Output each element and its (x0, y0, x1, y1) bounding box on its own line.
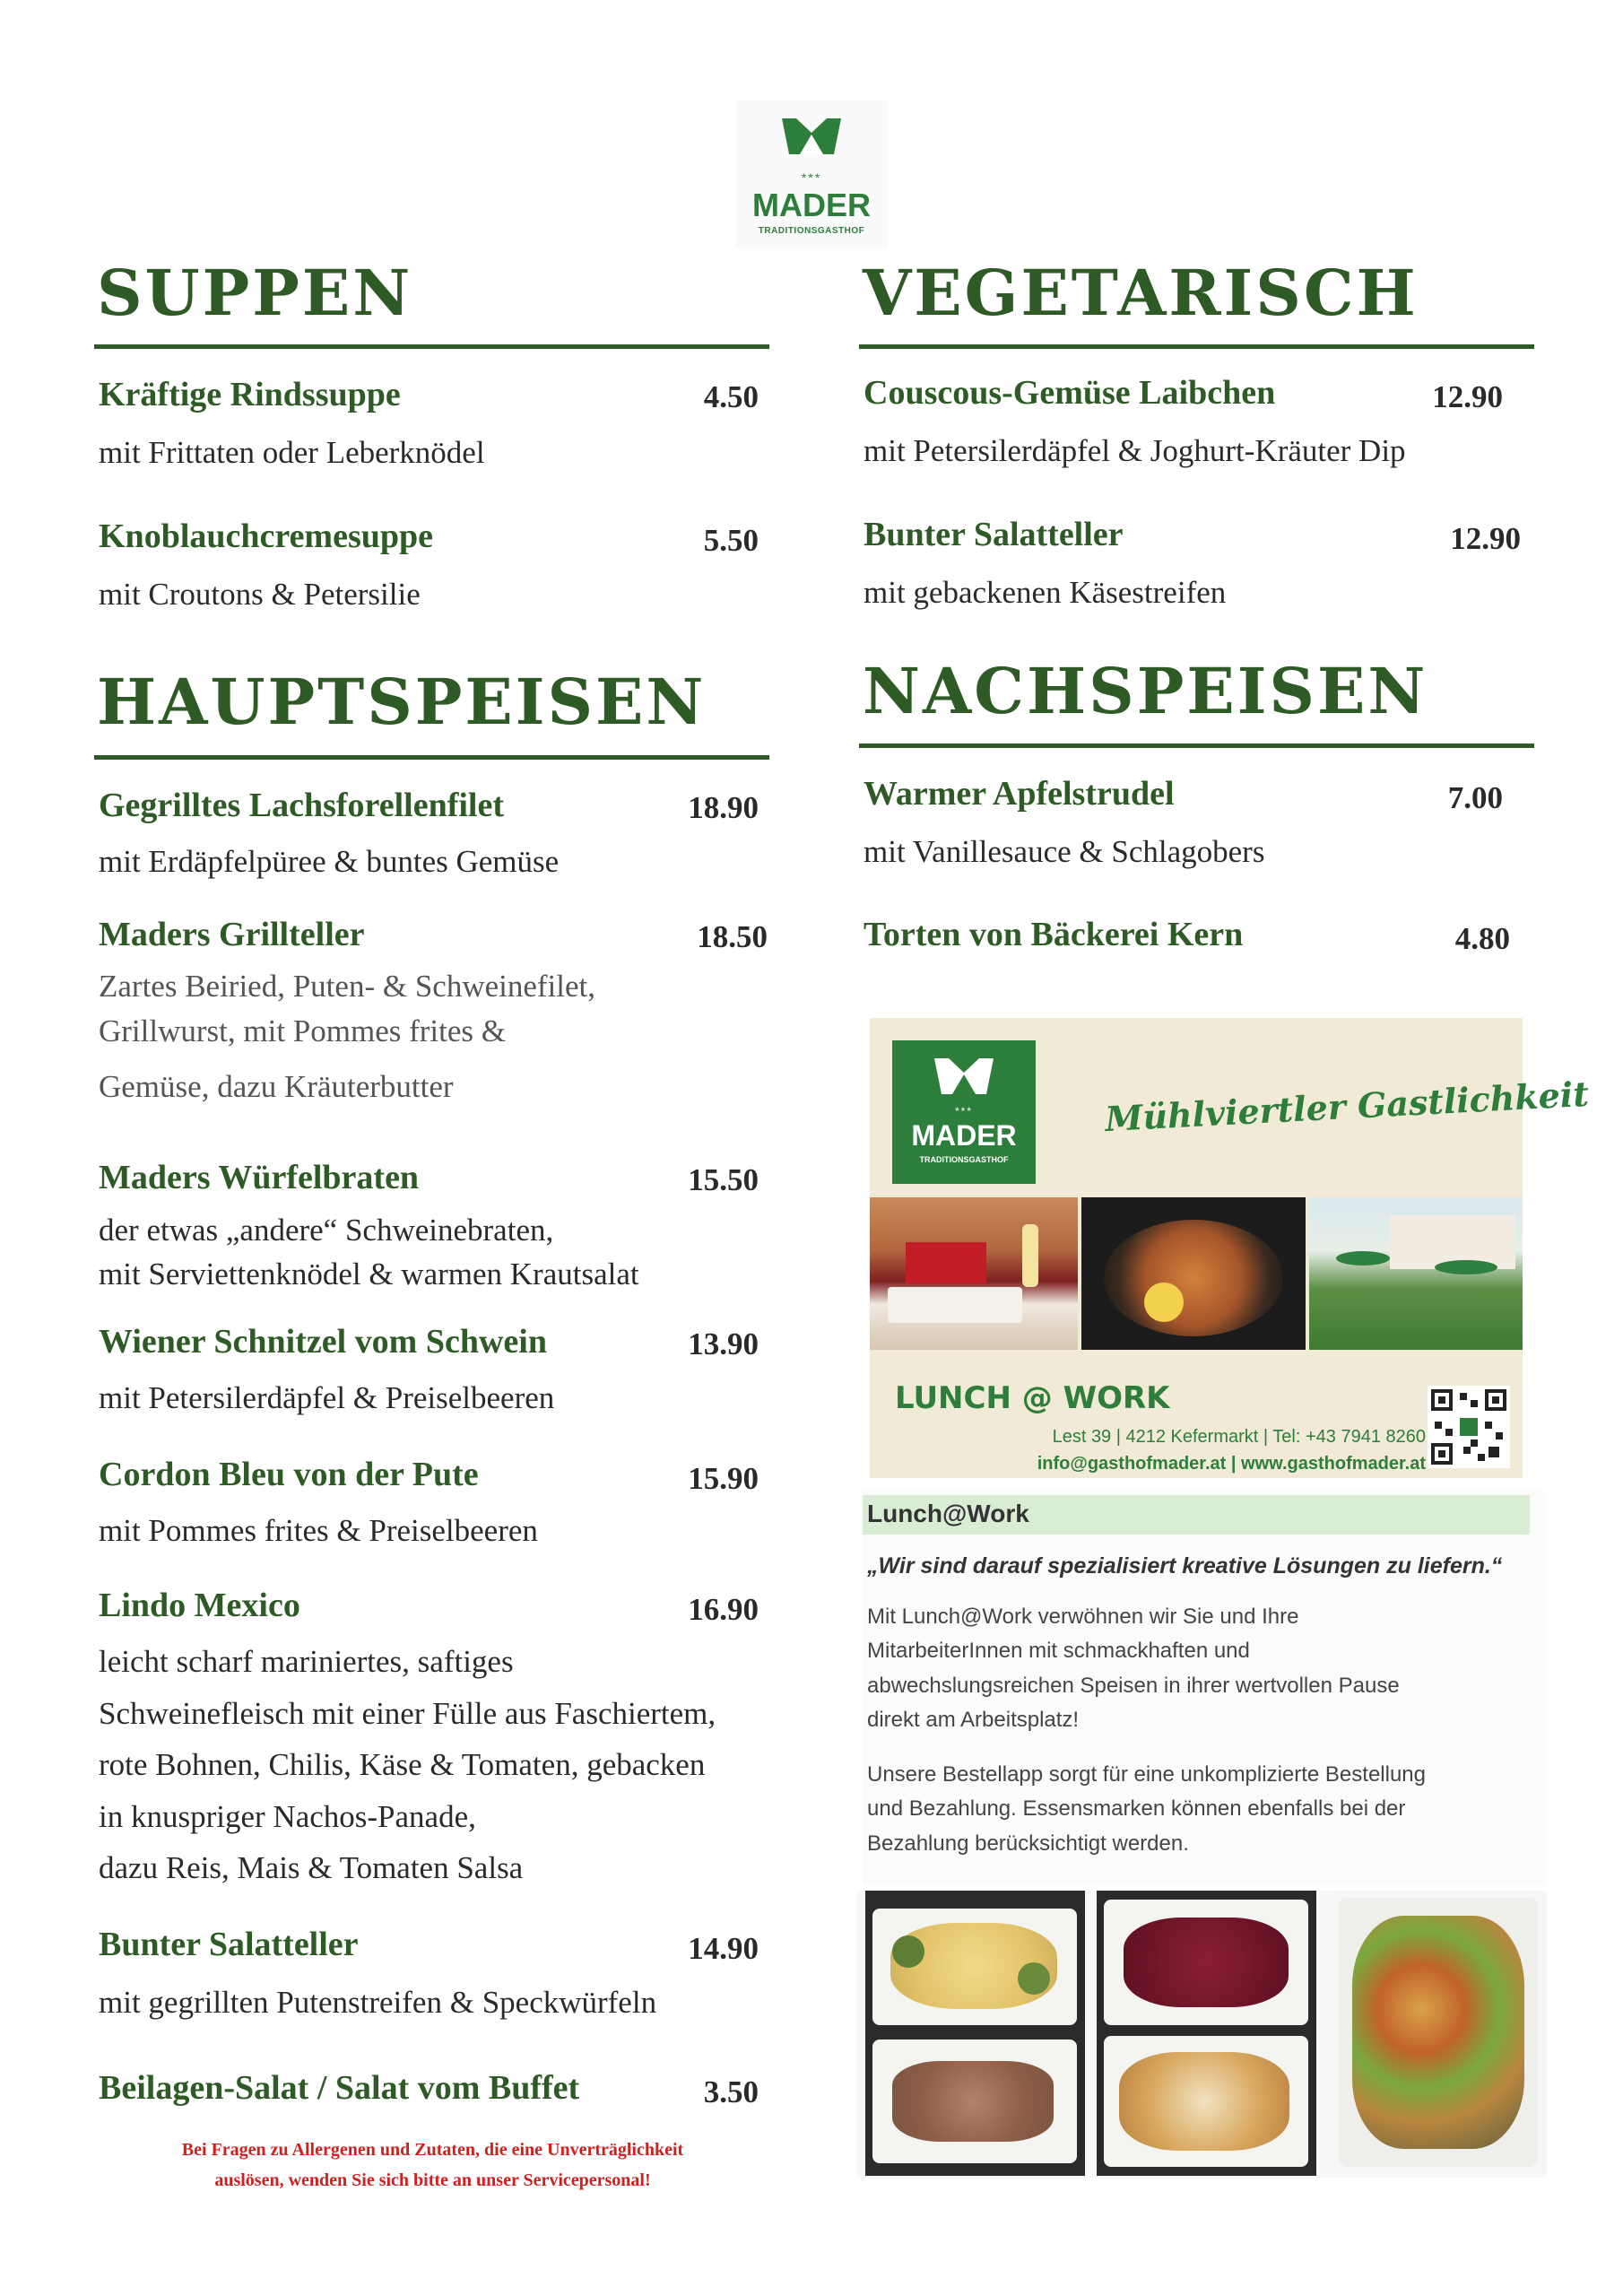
menu-item-description: mit Pommes frites & Preiselbeeren (99, 1513, 538, 1548)
menu-item-name: Wiener Schnitzel vom Schwein (99, 1323, 547, 1361)
menu-item-price: 18.90 (688, 790, 759, 825)
pasta-box-photo (865, 1891, 1085, 2176)
menu-item-price: 3.50 (703, 2074, 759, 2109)
menu-item-name: Lindo Mexico (99, 1587, 300, 1624)
banner-logo-name: MADER (911, 1119, 1017, 1152)
section-title-nachspeisen: NACHSPEISEN (863, 654, 1428, 728)
menu-item-name: Couscous-Gemüse Laibchen (864, 374, 1276, 412)
menu-item-description: rote Bohnen, Chilis, Käse & Tomaten, gebacken (99, 1747, 706, 1782)
menu-item-price: 18.50 (697, 919, 768, 954)
menu-item-price: 5.50 (703, 523, 759, 558)
allergen-notice-line: auslösen, wenden Sie sich bitte an unser Servicepersonal! (214, 2170, 651, 2190)
menu-item-price: 12.90 (1450, 521, 1521, 556)
menu-item-price: 7.00 (1447, 780, 1503, 815)
section-title-suppen: SUPPEN (97, 256, 413, 330)
garden-photo (1309, 1197, 1523, 1350)
menu-item-name: Maders Grillteller (99, 916, 365, 953)
section-divider (94, 755, 769, 760)
menu-item-price: 4.50 (703, 379, 759, 414)
section-divider (859, 344, 1534, 349)
menu-item-name: Gegrilltes Lachsforellenfilet (99, 787, 505, 824)
info-panel (863, 1491, 1546, 1885)
menu-item-description: mit Vanillesauce & Schlagobers (864, 834, 1265, 869)
vegetable-box-photo (1330, 1891, 1545, 2176)
banner-contact: info@gasthofmader.at | www.gasthofmader.at (1037, 1454, 1426, 1474)
food-pan-photo (1081, 1197, 1306, 1350)
menu-item-description: mit Serviettenknödel & warmen Krautsalat (99, 1257, 639, 1292)
menu-item-description: mit Frittaten oder Leberknödel (99, 435, 485, 470)
mader-m-icon (934, 1058, 994, 1094)
menu-item-price: 16.90 (688, 1592, 759, 1627)
info-line: MitarbeiterInnen mit schmackhaften und (867, 1639, 1250, 1664)
menu-item-description: Grillwurst, mit Pommes frites & (99, 1013, 507, 1048)
info-line: Mit Lunch@Work verwöhnen wir Sie und Ihre (867, 1605, 1299, 1629)
mader-logo (735, 100, 888, 248)
info-line: abwechslungsreichen Speisen in ihrer wertvollen Pause (867, 1673, 1400, 1698)
menu-item-name: Maders Würfelbraten (99, 1159, 420, 1196)
info-heading: Lunch@Work (867, 1500, 1029, 1527)
menu-item-name: Torten von Bäckerei Kern (864, 916, 1244, 953)
menu-item-name: Beilagen-Salat / Salat vom Buffet (99, 2069, 580, 2107)
logo-name: MADER (752, 187, 871, 223)
banner-logo-subtitle: TRADITIONSGASTHOF (919, 1155, 1009, 1164)
menu-item-description: in knuspriger Nachos-Panade, (99, 1799, 476, 1834)
menu-item-description: Zartes Beiried, Puten- & Schweinefilet, (99, 969, 596, 1004)
menu-item-description: mit Croutons & Petersilie (99, 577, 421, 612)
section-divider (94, 344, 769, 349)
menu-item-description: mit Erdäpfelpüree & buntes Gemüse (99, 844, 560, 879)
info-paragraph (867, 1758, 1540, 1861)
menu-item-name: Knoblauchcremesuppe (99, 517, 434, 555)
banner-logo-stars: *** (954, 1105, 973, 1118)
info-line: direkt am Arbeitsplatz! (867, 1708, 1080, 1733)
menu-item-price: 4.80 (1454, 921, 1510, 956)
section-title-vegetarisch: VEGETARISCH (863, 256, 1419, 330)
menu-item-price: 15.90 (688, 1461, 759, 1496)
promo-banner (870, 1018, 1590, 1478)
menu-item-description: Gemüse, dazu Kräuterbutter (99, 1069, 454, 1104)
menu-item-description: mit Petersilerdäpfel & Joghurt-Kräuter Dip (864, 433, 1406, 468)
section-title-hauptspeisen: HAUPTSPEISEN (97, 665, 707, 739)
menu-item-price: 13.90 (688, 1326, 759, 1361)
qr-code-icon (1428, 1386, 1510, 1468)
menu-item-name: Bunter Salatteller (864, 516, 1124, 553)
menu-item-description: mit gebackenen Käsestreifen (864, 575, 1227, 610)
info-line: und Bezahlung. Essensmarken können ebenfalls bei der (867, 1796, 1406, 1822)
info-line: Unsere Bestellapp sorgt für eine unkomplizierte Bestellung (867, 1762, 1427, 1787)
logo-stars: *** (801, 170, 822, 185)
menu-item-name: Cordon Bleu von der Pute (99, 1456, 479, 1493)
hotel-room-photo (870, 1197, 1078, 1350)
menu-item-name: Bunter Salatteller (99, 1926, 359, 1963)
menu-item-description: dazu Reis, Mais & Tomaten Salsa (99, 1850, 524, 1885)
menu-item-description: Schweinefleisch mit einer Fülle aus Faschiertem, (99, 1696, 716, 1731)
banner-address: Lest 39 | 4212 Kefermarkt | Tel: +43 7941 8260 (1052, 1427, 1426, 1447)
banner-logo (892, 1040, 1036, 1184)
menu-item-name: Kräftige Rindssuppe (99, 376, 401, 413)
menu-item-description: der etwas „andere“ Schweinebraten, (99, 1213, 554, 1248)
food-photos (856, 1891, 1547, 2178)
menu-item-name: Warmer Apfelstrudel (864, 775, 1175, 813)
allergen-notice (99, 2135, 767, 2196)
menu-item-price: 12.90 (1432, 379, 1503, 414)
menu-item-price: 15.50 (688, 1162, 759, 1197)
allergen-notice-line: Bei Fragen zu Allergenen und Zutaten, die eine Unverträglichkeit (181, 2140, 684, 2160)
section-divider (859, 744, 1534, 748)
menu-item-description: leicht scharf mariniertes, saftiges (99, 1644, 514, 1679)
dessert-box-photo (1097, 1891, 1316, 2176)
banner-slogan: Mühlviertler Gastlichkeit (1104, 1073, 1590, 1140)
info-quote: „Wir sind darauf spezialisiert kreative Lösungen zu liefern.“ (867, 1553, 1503, 1578)
info-paragraph (867, 1600, 1540, 1738)
info-line: Bezahlung berücksichtigt werden. (867, 1831, 1189, 1856)
banner-lunch-title: LUNCH @ WORK (895, 1380, 1170, 1416)
menu-item-description: mit Petersilerdäpfel & Preiselbeeren (99, 1380, 555, 1415)
mader-m-icon (782, 118, 841, 154)
menu-item-price: 14.90 (688, 1931, 759, 1966)
logo-subtitle: TRADITIONSGASTHOF (758, 226, 865, 236)
menu-item-description: mit gegrillten Putenstreifen & Speckwürfeln (99, 1985, 657, 2020)
